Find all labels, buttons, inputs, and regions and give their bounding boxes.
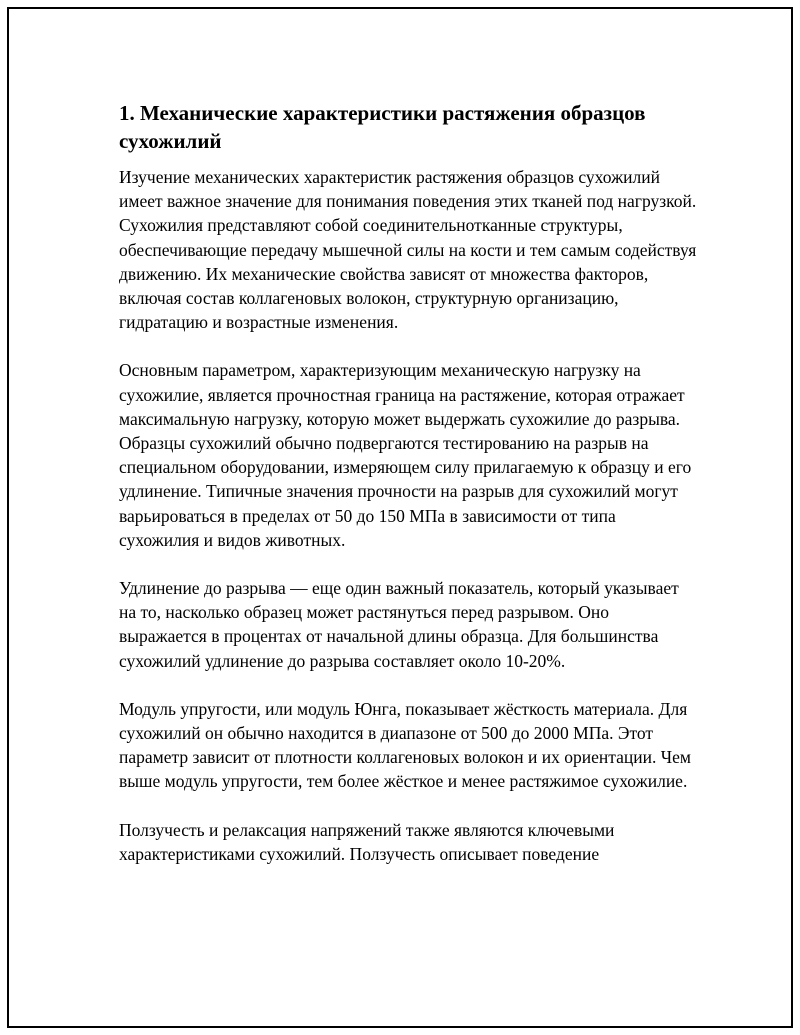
paragraph-youngs-modulus: Модуль упругости, или модуль Юнга, показывает жёсткость материала. Для сухожилий он обычно находится в диапазоне от 500 до 2000 МПа. Этот параметр зависит от плотности коллагеновых волокон и их ориентации. Чем выше модуль упругости, тем более жёсткое и менее растяжимое сухожилие. [119, 698, 691, 792]
page-frame [7, 7, 793, 1028]
paragraph-tensile-strength: Основным параметром, характеризующим механическую нагрузку на сухожилие, является прочностная граница на растяжение, которая отражает максимальную нагрузку, которую может выдержать сухожилие до разрыва. Образцы сухожилий обычно подвергаются тестированию на разрыв на специальном оборудовании, измеряющем силу прилагаемую к образцу и его удлинение. Типичные значения прочности на разрыв для сухожилий могут варьироваться в пределах от 50 до 150 МПа в зависимости от типа сухожилия и видов животных. [119, 360, 692, 550]
document-body [119, 99, 699, 866]
paragraph-intro: Изучение механических характеристик растяжения образцов сухожилий имеет важное значение для понимания поведения этих тканей под нагрузкой. Сухожилия представляют собой соединительнотканные структуры, обеспечивающие передачу мышечной силы на кости и тем самым содействуя движению. Их механические свойства зависят от множества факторов, включая состав коллагеновых волокон, структурную организацию, гидратацию и возрастные изменения. [119, 167, 697, 333]
paragraph-creep: Ползучесть и релаксация напряжений также являются ключевыми характеристиками сухожилий. Ползучесть описывает поведение [119, 819, 615, 864]
section-title: 1. Механические характеристики растяжения образцов сухожилий [119, 101, 646, 153]
paragraph-elongation: Удлинение до разрыва — еще один важный показатель, который указывает на то, насколько образец может растянуться перед разрывом. Оно выражается в процентах от начальной длины образца. Для большинства сухожилий удлинение до разрыва составляет около 10-20%. [119, 578, 679, 671]
